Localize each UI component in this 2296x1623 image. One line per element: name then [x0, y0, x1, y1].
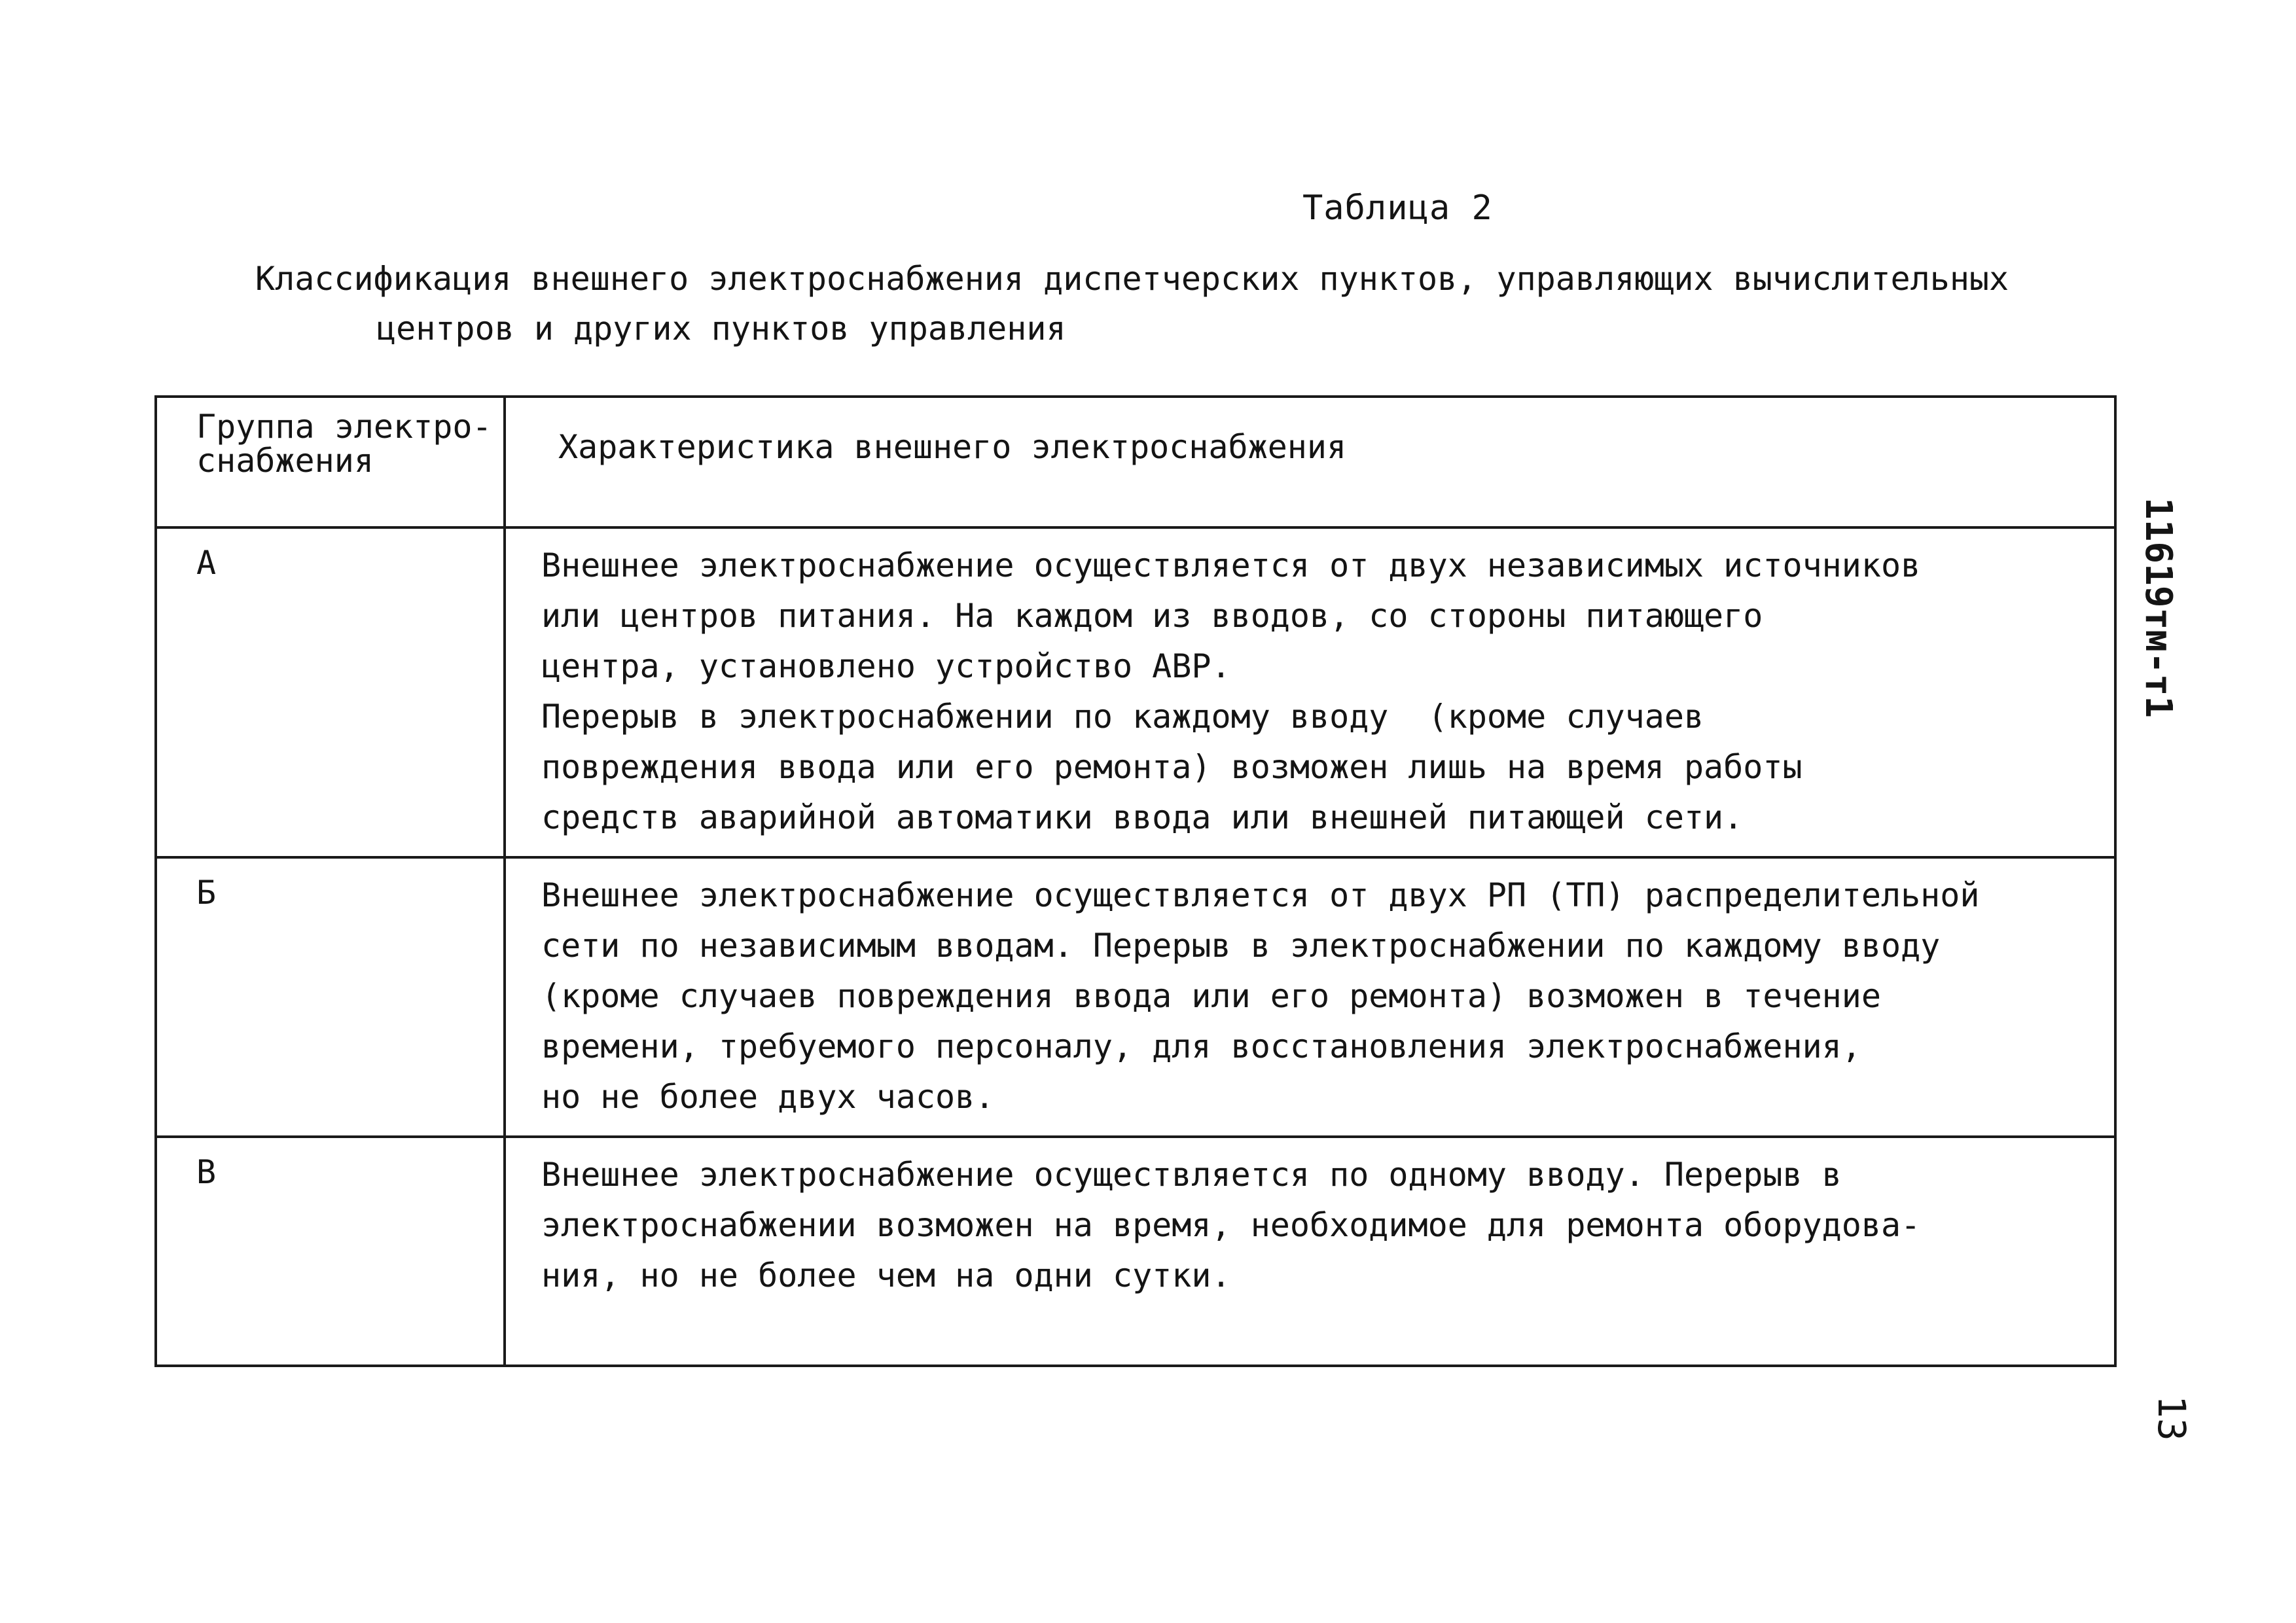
group-cell: В: [156, 1137, 505, 1366]
description-line: времени, требуемого персоналу, для восстановления электроснабжения,: [541, 1027, 1861, 1065]
description-line: Внешнее электроснабжение осуществляется от двух независимых источников: [541, 546, 1921, 584]
header-group: Группа электро-снабжения: [156, 397, 505, 527]
caption-line-1: Классификация внешнего электроснабжения диспетчерских пунктов, управляющих вычислительных: [255, 260, 2009, 298]
document-code: 11619тм-т1: [2137, 497, 2179, 719]
description-line: Внешнее электроснабжение осуществляется от двух РП (ТП) распределительной: [541, 876, 1980, 914]
page-number: 13: [2149, 1395, 2194, 1441]
table-label: Таблица 2: [1302, 188, 1493, 228]
description-cell: [505, 1137, 2115, 1366]
table-row-group-a: [156, 527, 2115, 857]
table-row-group-v: [156, 1137, 2115, 1366]
description-line: сети по независимым вводам. Перерыв в электроснабжении по каждому вводу: [541, 927, 1941, 965]
description-cell: [505, 527, 2115, 857]
description-line: но не более двух часов.: [541, 1078, 995, 1116]
header-characteristic: Характеристика внешнего электроснабжения: [505, 397, 2115, 527]
group-cell: А: [156, 527, 505, 857]
description-line: повреждения ввода или его ремонта) возможен лишь на время работы: [541, 748, 1803, 786]
description-line: центра, установлено устройство АВР.: [541, 647, 1231, 685]
group-cell: Б: [156, 857, 505, 1137]
description-line: Перерыв в электроснабжении по каждому вводу (кроме случаев: [541, 698, 1704, 736]
table-header-row: [156, 397, 2115, 527]
description-line: (кроме случаев повреждения ввода или его ремонта) возможен в течение: [541, 977, 1881, 1015]
description-line: ния, но не более чем на одни сутки.: [541, 1257, 1231, 1294]
description-line: средств аварийной автоматики ввода или внешней питающей сети.: [541, 798, 1744, 836]
description-line: Внешнее электроснабжение осуществляется по одному вводу. Перерыв в: [541, 1156, 1842, 1194]
table-row-group-b: [156, 857, 2115, 1137]
description-line: или центров питания. На каждом из вводов, со стороны питающего: [541, 597, 1763, 635]
power-supply-classification-table: [154, 395, 2117, 1367]
description-cell: [505, 857, 2115, 1137]
description-line: электроснабжении возможен на время, необходимое для ремонта оборудова-: [541, 1206, 1921, 1244]
caption-line-2: центров и других пунктов управления: [376, 310, 1066, 348]
table-caption: [255, 254, 2088, 353]
